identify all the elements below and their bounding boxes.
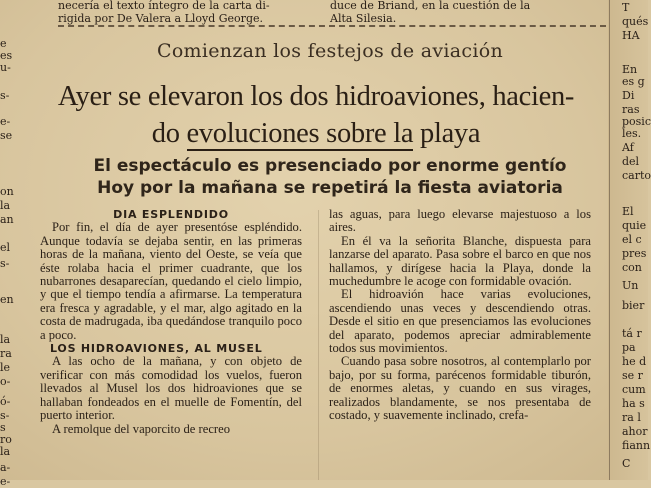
- text-line: rigida por De Valera a Lloyd George.: [58, 11, 263, 25]
- edge-fragment: e-: [0, 475, 11, 488]
- edge-fragment: la: [0, 199, 11, 212]
- top-right-text: [330, 0, 600, 25]
- edge-fragment: s-: [0, 409, 10, 422]
- edge-fragment: Di: [622, 89, 635, 102]
- edge-fragment: se: [0, 129, 13, 142]
- edge-fragment: a-: [0, 461, 11, 474]
- paragraph: El hidroavión hace varias evoluciones, ascendiendo unas veces y descendiendo otras. Desde el sitio en que presenciamos las evoluciones del aparato, podemos apreciar admirablemente todos sus movimientos.: [329, 287, 591, 356]
- edge-fragment: e-: [0, 115, 11, 128]
- edge-fragment: la: [0, 333, 11, 346]
- edge-fragment: les.: [622, 127, 642, 140]
- edge-fragment: El: [622, 205, 634, 218]
- edge-fragment: posic: [622, 115, 651, 128]
- article-column-right: [329, 208, 591, 423]
- text-line: duce de Briand, en la cuestión de la: [330, 0, 531, 12]
- headline-fragment: do: [151, 118, 187, 149]
- subhead-line: Hoy por la mañana se repetirá la fiesta aviatoria: [97, 178, 563, 198]
- paragraph: Por fin, el día de ayer presentóse espléndido. Aunque todavía se dejaba sentir, en las primeras horas de la mañana, viento del Oeste, se veía que éste rolaba hacia el primer cuadrante, que los nubarrones desaparecían, quedando el cielo limpio, y que el tiempo tendía a afirmarse. La temperatura era fresca y agradable, y el mar, algo agitado en la costa de madrugada, iba quedándose tranquilo poco a poco.: [40, 220, 302, 342]
- edge-fragment: se r: [622, 369, 643, 382]
- edge-fragment: cum: [622, 383, 646, 396]
- edge-fragment: el: [0, 241, 11, 254]
- edge-fragment: s-: [0, 89, 10, 102]
- paragraph: A las ocho de la mañana, y con objeto de verificar con más comodidad los vuelos, fueron llevados al Musel los dos hidroaviones que se hallaban fondeados en el muelle de Fomentín, del puerto interior.: [40, 354, 302, 423]
- left-column-fragment: [0, 36, 20, 488]
- edge-fragment: ó-: [0, 395, 11, 408]
- column-gutter: [318, 210, 319, 480]
- edge-fragment: e: [0, 37, 7, 50]
- paragraph: En él va la señorita Blanche, dispuesta para lanzarse del aparato. Pasa sobre el barco en que nos hallamos, y dirígese hacia la Playa, donde la muchedumbre le acoge con formidable ovación.: [329, 233, 591, 289]
- text-line: necería el texto íntegro de la carta di-: [58, 0, 270, 12]
- edge-fragment: C: [622, 457, 631, 470]
- edge-fragment: qués: [622, 15, 649, 28]
- edge-fragment: En: [622, 63, 638, 76]
- edge-fragment: ro: [0, 433, 12, 446]
- edge-fragment: ra l: [622, 411, 641, 424]
- paragraph: A remolque del vaporcito de recreo: [52, 421, 230, 436]
- column-rule: [609, 0, 610, 480]
- edge-fragment: an: [0, 213, 14, 226]
- edge-fragment: Un: [622, 279, 639, 292]
- edge-fragment: pres: [622, 247, 647, 260]
- edge-fragment: bier: [622, 299, 645, 312]
- headline-line: Ayer se elevaron los dos hidroaviones, hacien-: [57, 81, 575, 112]
- paragraph: Cuando pasa sobre nosotros, al contemplarlo por bajo, por su forma, parécenos formidable tiburón, de enormes aletas, y cuando en sus virages, realizados blandamente, se nos presentaba de costado, y suavemente inclinado, crefa-: [329, 354, 591, 423]
- subhead-line: El espectáculo es presenciado por enorme gentío: [93, 156, 567, 176]
- article-kicker: Comienzan los festejos de aviación: [156, 40, 503, 62]
- edge-fragment: del: [622, 155, 640, 168]
- edge-fragment: ahor: [622, 425, 648, 438]
- edge-fragment: T: [622, 1, 630, 14]
- edge-fragment: he d: [622, 355, 647, 368]
- article-subhead: [60, 155, 600, 199]
- edge-fragment: en: [0, 293, 14, 306]
- headline-line: [24, 115, 608, 152]
- article-column-left: [40, 208, 302, 436]
- edge-fragment: ras: [622, 103, 640, 116]
- section-divider: [58, 25, 606, 27]
- edge-fragment: u-: [0, 61, 11, 74]
- edge-fragment: s-: [0, 257, 10, 270]
- edge-fragment: tá r: [622, 327, 642, 340]
- edge-fragment: carto: [622, 169, 651, 182]
- edge-fragment: HA: [622, 29, 640, 42]
- edge-fragment: s: [0, 421, 6, 434]
- edge-fragment: Af: [622, 141, 634, 154]
- edge-fragment: es g: [622, 75, 645, 88]
- edge-fragment: pa: [622, 341, 636, 354]
- edge-fragment: fiann: [622, 439, 651, 452]
- section-heading: LOS HIDROAVIONES, AL MUSEL: [50, 342, 263, 356]
- edge-fragment: ra: [0, 347, 12, 360]
- top-left-text: [58, 0, 308, 25]
- paragraph: las aguas, para luego elevarse majestuoso a los aires.: [329, 207, 591, 235]
- text-line: Alta Silesia.: [330, 11, 397, 25]
- edge-fragment: ha s: [622, 397, 645, 410]
- edge-fragment: el c: [622, 233, 642, 246]
- section-heading: DIA ESPLENDIDO: [113, 208, 229, 221]
- edge-fragment: o-: [0, 375, 11, 388]
- edge-fragment: on: [0, 185, 14, 198]
- edge-fragment: con: [622, 261, 642, 274]
- headline-fragment: playa: [413, 118, 481, 149]
- article-headline: [24, 78, 608, 152]
- edge-fragment: quie: [622, 219, 647, 232]
- previous-article-tail: [0, 0, 648, 36]
- headline-underlined: evoluciones sobre la: [186, 118, 414, 149]
- edge-fragment: le: [0, 361, 11, 374]
- edge-fragment: es: [0, 49, 13, 62]
- right-column-fragment: [608, 0, 651, 480]
- edge-fragment: la: [0, 445, 11, 458]
